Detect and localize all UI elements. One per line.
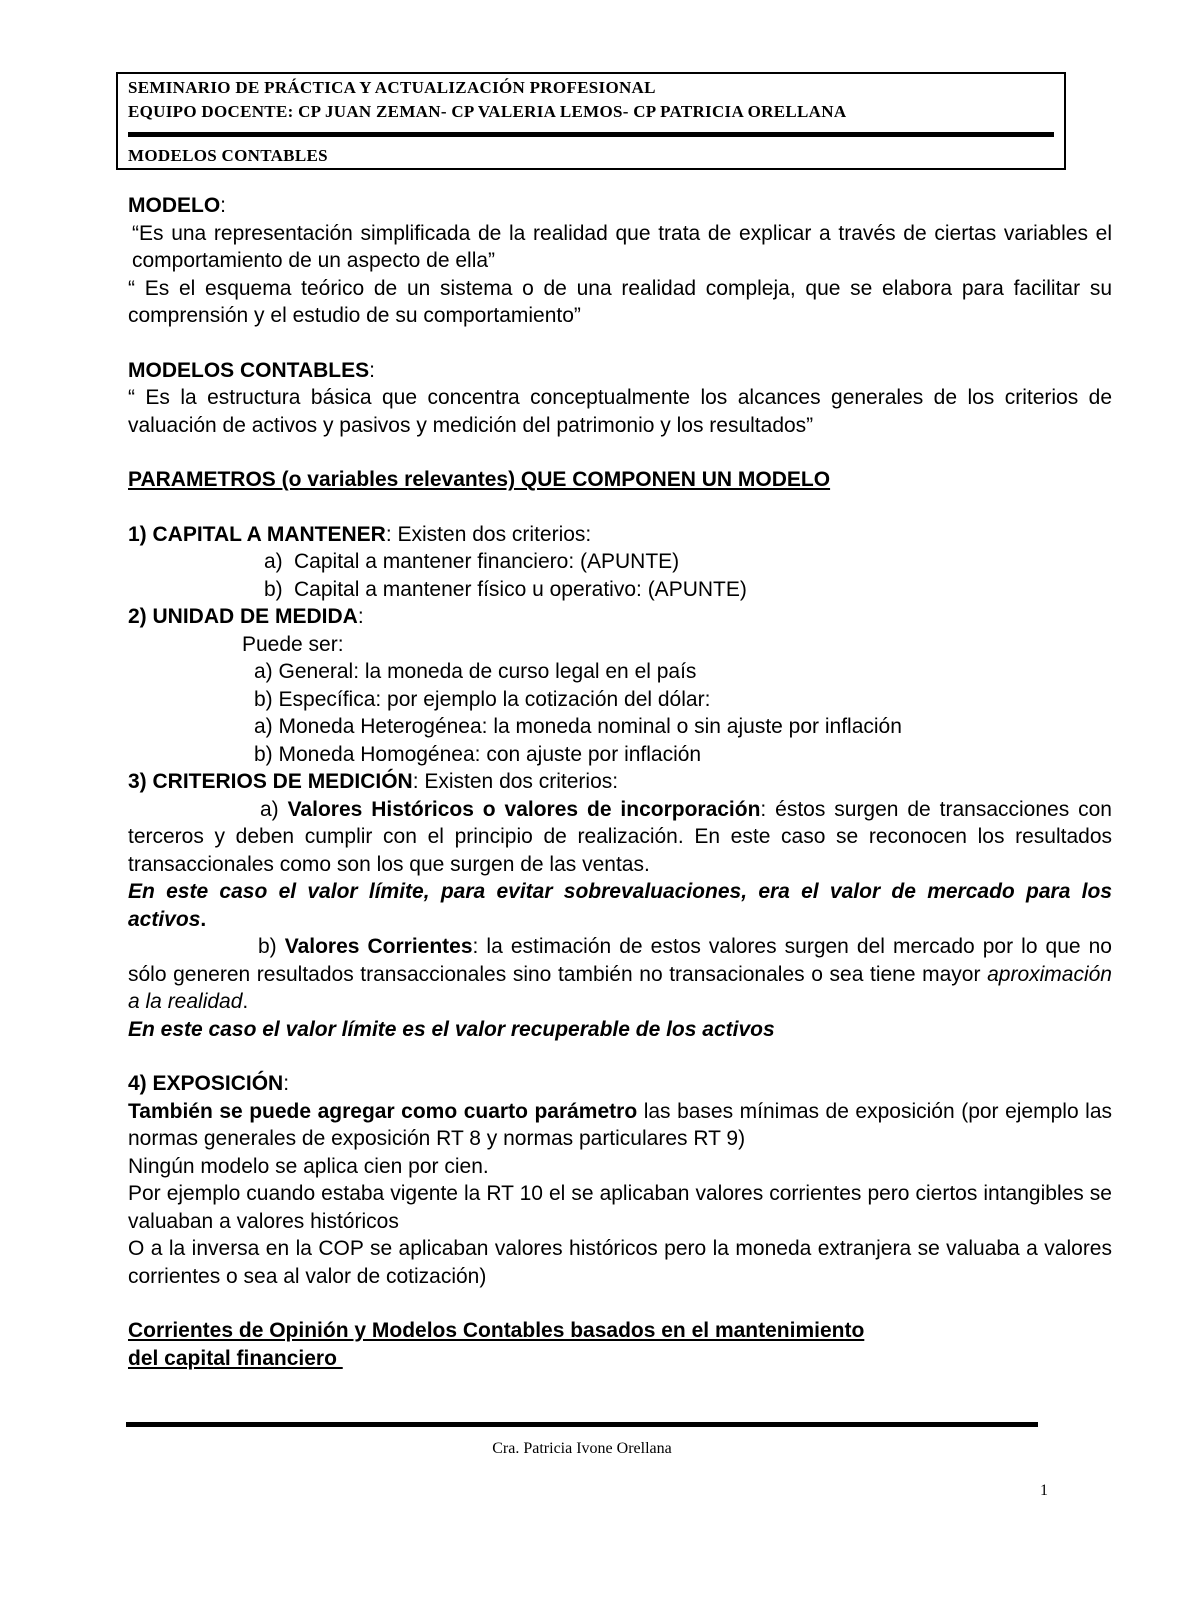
footer-divider: [126, 1422, 1038, 1427]
corrientes-heading-line2: del capital financiero: [128, 1346, 343, 1370]
corrientes-heading: Corrientes de Opinión y Modelos Contables basados en el mantenimiento: [128, 1319, 865, 1342]
criterio-historicos: a) Valores Históricos o valores de incorporación: éstos surgen de transacciones con terceros y deben cumplir con el principio de realización. En este caso se reconocen los resultados transaccionales como son los que surgen de las ventas.: [128, 797, 1112, 876]
page-number: 1: [1040, 1482, 1048, 1499]
header-seminar-title: SEMINARIO DE PRÁCTICA Y ACTUALIZACIÓN PROFESIONAL: [128, 78, 656, 97]
parametros-heading: PARAMETROS (o variables relevantes) QUE COMPONEN UN MODELO: [128, 468, 831, 491]
criterio-historicos-note: En este caso el valor límite, para evitar sobrevaluaciones, era el valor de mercado para los activos.: [128, 880, 1112, 931]
unidad-intro: Puede ser:: [242, 632, 344, 656]
capital-heading: 1) CAPITAL A MANTENER: Existen dos criterios:: [128, 522, 592, 546]
unidad-item: b) Específica: por ejemplo la cotización del dólar:: [254, 687, 711, 711]
unidad-item: b) Moneda Homogénea: con ajuste por inflación: [254, 742, 702, 766]
criterio-corrientes: b) Valores Corrientes: la estimación de estos valores surgen del mercado por lo que no sólo generen resultados transaccionales sino también no transacionales o sea tiene mayor aproximación a la realidad.: [128, 935, 1112, 1013]
capital-item: b) Capital a mantener físico u operativo: (APUNTE): [264, 577, 747, 601]
modelo-definition-1: “Es una representación simplificada de la realidad que trata de explicar a través de ciertas variables el comportamiento de un aspecto de ella”: [132, 221, 1112, 272]
modelos-contables-heading: MODELOS CONTABLES:: [128, 358, 375, 382]
footer-author: Cra. Patricia Ivone Orellana: [492, 1440, 672, 1457]
header-topic: MODELOS CONTABLES: [128, 146, 328, 165]
exposicion-paragraph: También se puede agregar como cuarto parámetro las bases mínimas de exposición (por ejemplo las normas generales de exposición RT 8 y normas particulares RT 9): [128, 1099, 1112, 1150]
exposicion-example-1: Por ejemplo cuando estaba vigente la RT 10 el se aplicaban valores corrientes pero ciertos intangibles se valuaban a valores históricos: [128, 1182, 1112, 1233]
exposicion-example-2: O a la inversa en la COP se aplicaban valores históricos pero la moneda extranjera se valuaba a valores corrientes o sea al valor de cotización): [128, 1237, 1112, 1288]
header-teaching-team: EQUIPO DOCENTE: CP JUAN ZEMAN- CP VALERIA LEMOS- CP PATRICIA ORELLANA: [128, 102, 847, 121]
header-box: [116, 72, 1066, 170]
criterio-corrientes-note: En este caso el valor límite es el valor recuperable de los activos: [128, 1017, 775, 1041]
header-divider: [128, 132, 1054, 137]
capital-item: a) Capital a mantener financiero: (APUNTE): [264, 550, 680, 573]
exposicion-note: Ningún modelo se aplica cien por cien.: [128, 1154, 489, 1178]
unidad-heading: 2) UNIDAD DE MEDIDA:: [128, 605, 364, 628]
exposicion-heading: 4) EXPOSICIÓN:: [128, 1072, 290, 1095]
modelo-heading: MODELO:: [128, 194, 227, 217]
modelo-definition-2: “ Es el esquema teórico de un sistema o de una realidad compleja, que se elabora para facilitar su comprensión y el estudio de su comportamiento”: [128, 276, 1112, 327]
criterios-heading: 3) CRITERIOS DE MEDICIÓN: Existen dos criterios:: [128, 770, 619, 793]
unidad-item: a) Moneda Heterogénea: la moneda nominal o sin ajuste por inflación: [254, 715, 902, 738]
unidad-item: a) General: la moneda de curso legal en el país: [254, 660, 697, 683]
modelos-contables-definition: “ Es la estructura básica que concentra conceptualmente los alcances generales de los criterios de valuación de activos y pasivos y medición del patrimonio y los resultados”: [128, 386, 1112, 437]
document-body: [128, 192, 1112, 1372]
